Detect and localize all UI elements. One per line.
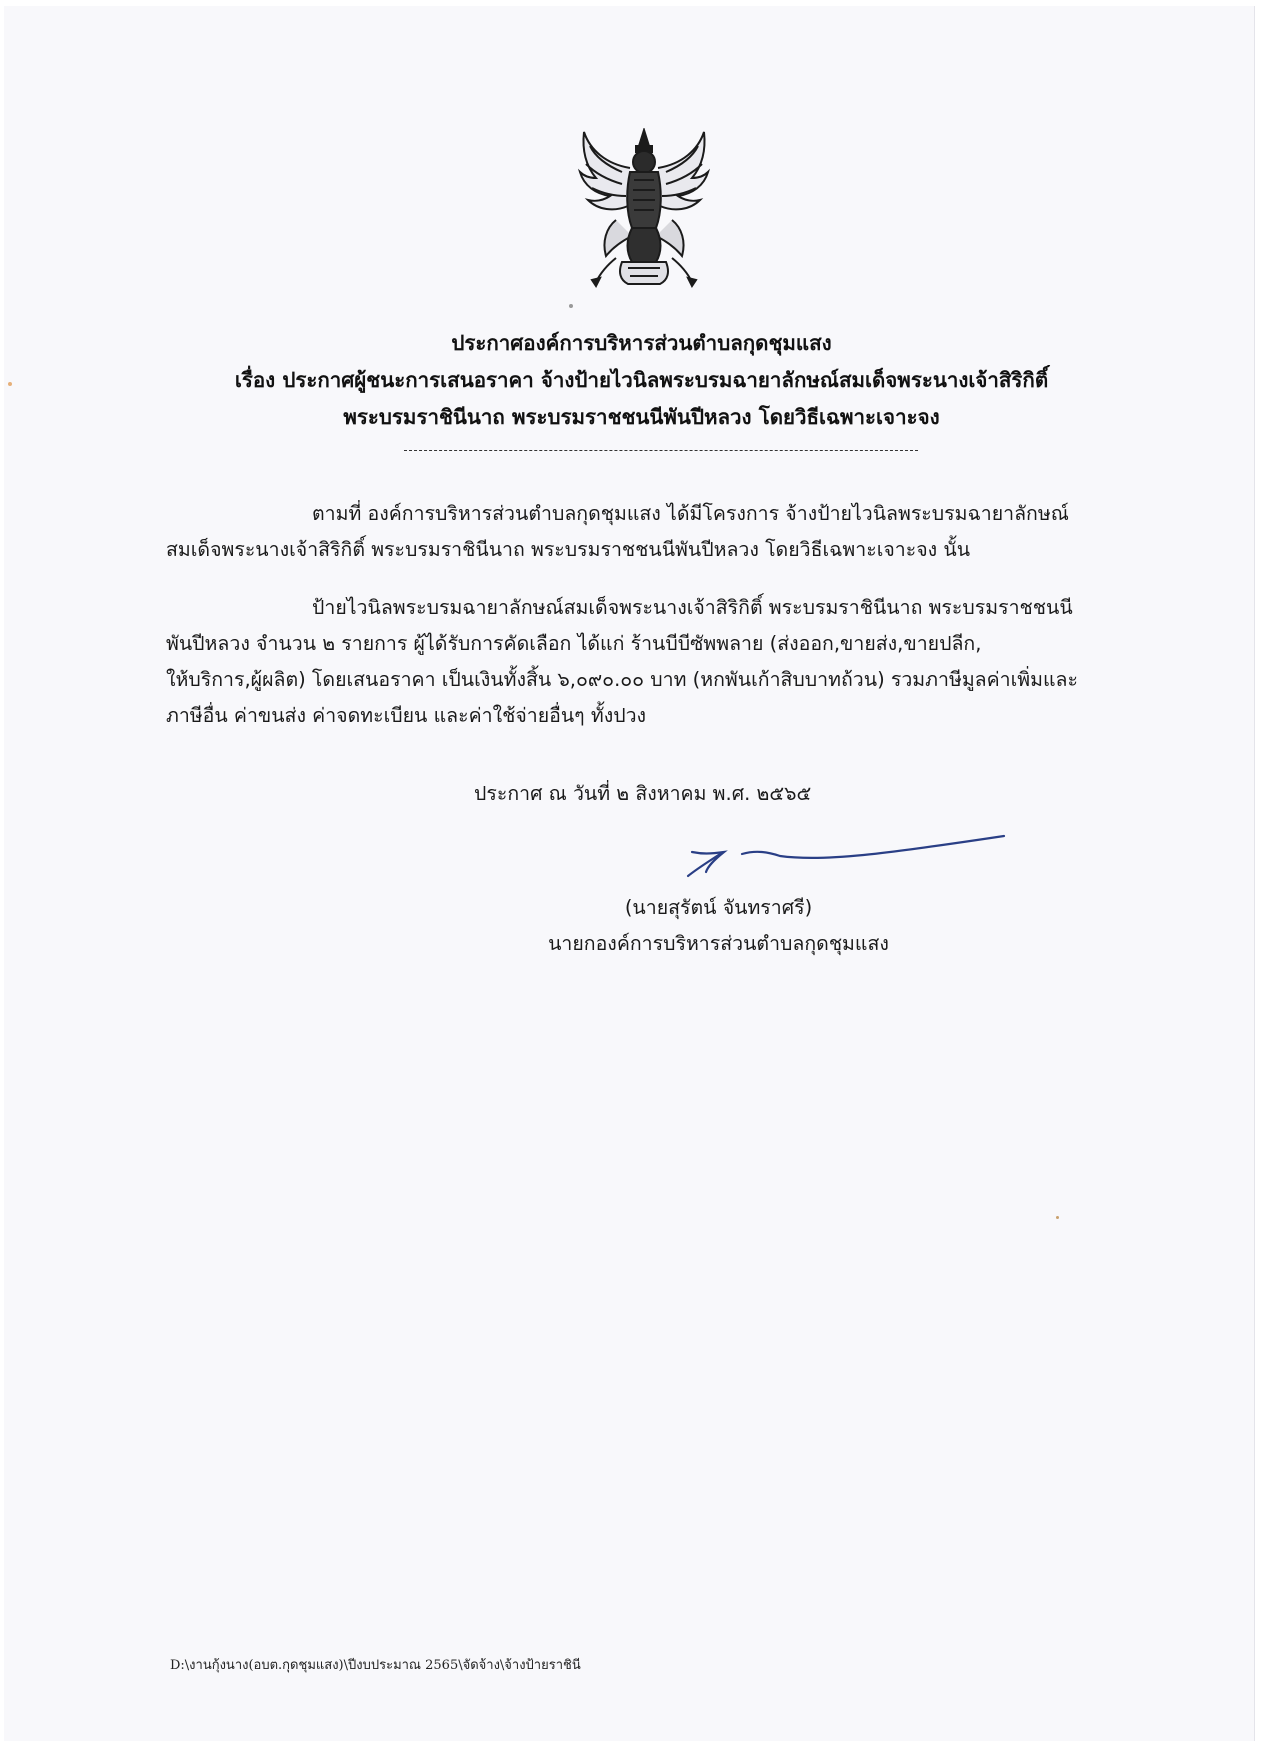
garuda-emblem-icon bbox=[576, 128, 712, 288]
handwritten-signature bbox=[684, 832, 1014, 888]
paragraph-2-line: พันปีหลวง จำนวน ๒ รายการ ผู้ได้รับการคัดเลือก ได้แก่ ร้านบีบีซัพพลาย (ส่งออก,ขายส่ง,ขายปลีก, bbox=[166, 632, 982, 655]
heading-divider bbox=[404, 450, 918, 451]
signer-name: (นายสุรัตน์ จันทราศรี) bbox=[624, 896, 813, 919]
paragraph-2-line: ให้บริการ,ผู้ผลิต) โดยเสนอราคา เป็นเงินทั้งสิ้น ๖,๐๙๐.๐๐ บาท (หกพันเก้าสิบบาทถ้วน) รวมภาษีมูลค่าเพิ่มและ bbox=[166, 668, 1078, 691]
scan-speck bbox=[569, 304, 573, 308]
document-subject-line-2: พระบรมราชินีนาถ พระบรมราชชนนีพันปีหลวง โดยวิธีเฉพาะเจาะจง bbox=[343, 405, 940, 429]
signer-title: นายกองค์การบริหารส่วนตำบลกุดชุมแสง bbox=[548, 932, 889, 955]
paragraph-1 bbox=[166, 496, 1151, 568]
document-subject-line-1: เรื่อง ประกาศผู้ชนะการเสนอราคา จ้างป้ายไวนิลพระบรมฉายาลักษณ์สมเด็จพระนางเจ้าสิริกิติ์ bbox=[234, 368, 1049, 392]
paragraph-1-line: สมเด็จพระนางเจ้าสิริกิติ์ พระบรมราชินีนาถ พระบรมราชชนนีพันปีหลวง โดยวิธีเฉพาะเจาะจง นั้น bbox=[166, 538, 971, 561]
paragraph-2-line: ป้ายไวนิลพระบรมฉายาลักษณ์สมเด็จพระนางเจ้าสิริกิติ์ พระบรมราชินีนาถ พระบรมราชชนนี bbox=[312, 596, 1073, 619]
document-title: ประกาศองค์การบริหารส่วนตำบลกุดชุมแสง bbox=[451, 331, 832, 355]
announcement-date: ประกาศ ณ วันที่ ๒ สิงหาคม พ.ศ. ๒๕๖๕ bbox=[474, 782, 812, 805]
file-path-footer: D:\งานกุ้งนาง(อบต.กุดชุมแสง)\ปีงบประมาณ 2565\จัดจ้าง\จ้างป้ายราชินี bbox=[170, 1658, 581, 1673]
paragraph-1-line: ตามที่ องค์การบริหารส่วนตำบลกุดชุมแสง ได้มีโครงการ จ้างป้ายไวนิลพระบรมฉายาลักษณ์ bbox=[312, 502, 1069, 525]
scan-speck bbox=[8, 382, 12, 386]
paragraph-2 bbox=[166, 590, 1151, 734]
document-page bbox=[4, 6, 1255, 1741]
paragraph-2-line: ภาษีอื่น ค่าขนส่ง ค่าจดทะเบียน และค่าใช้จ่ายอื่นๆ ทั้งปวง bbox=[166, 704, 647, 727]
scan-speck bbox=[1056, 1216, 1059, 1219]
